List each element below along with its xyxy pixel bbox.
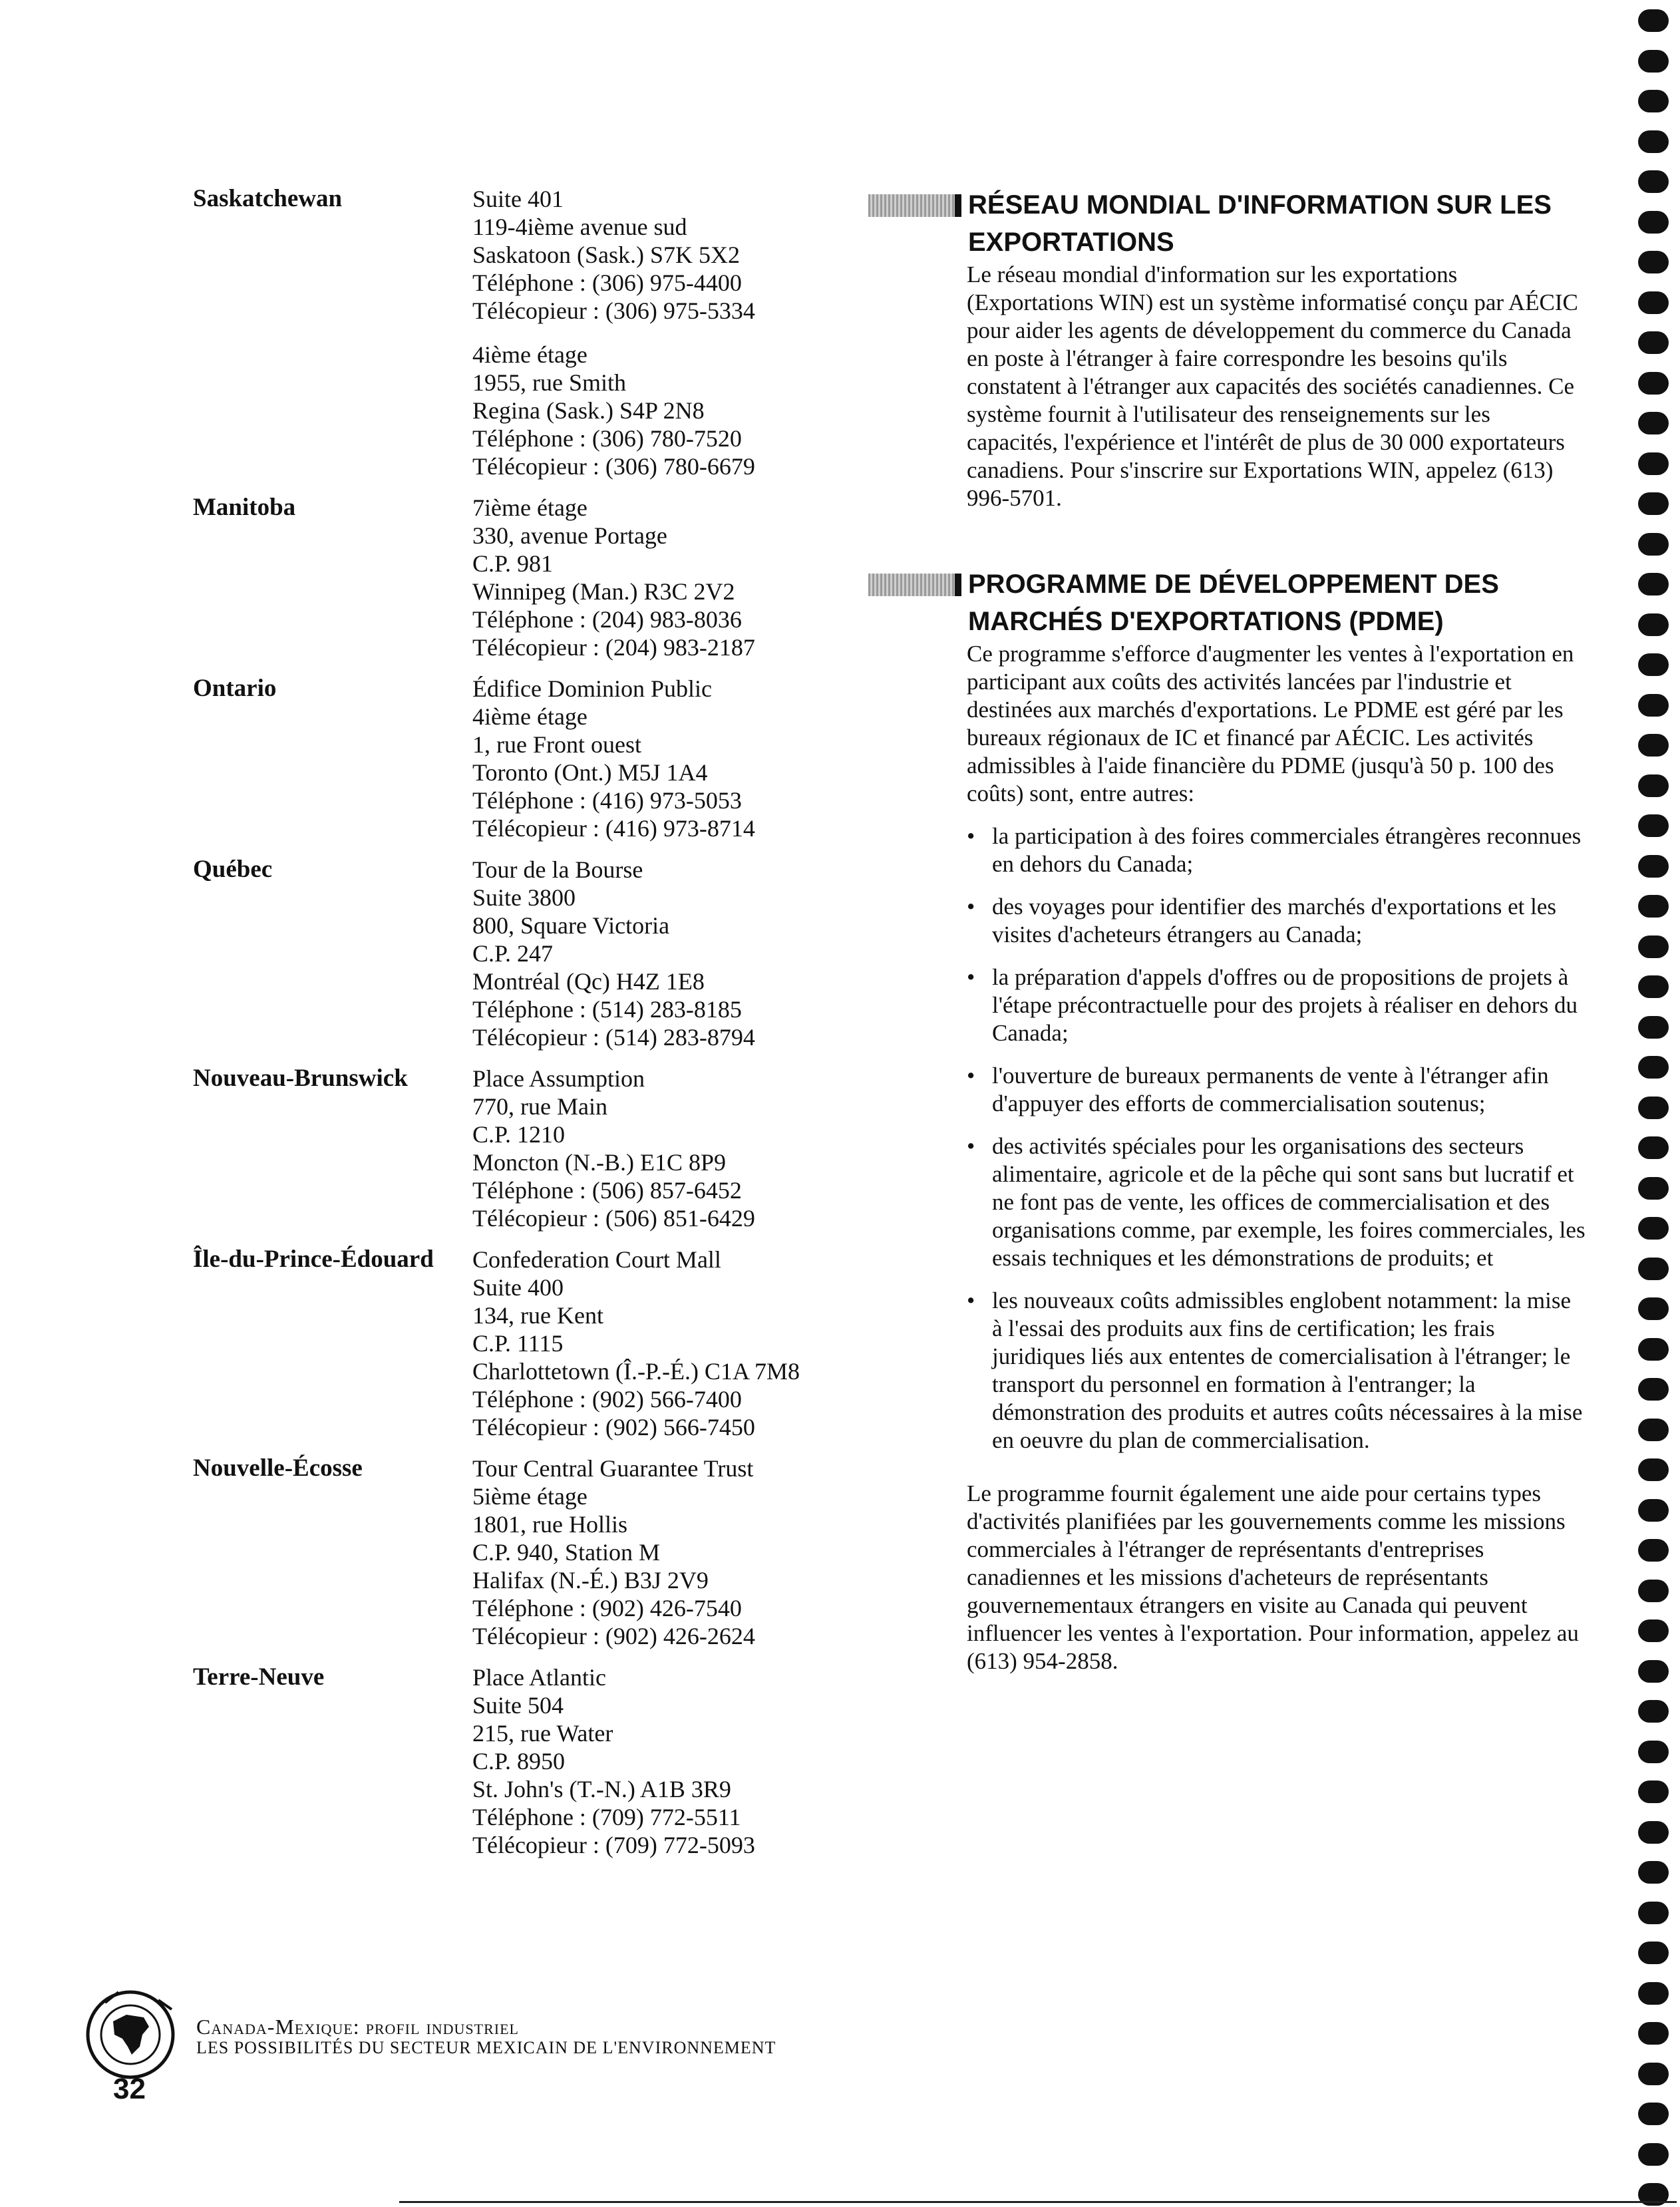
binding-hole-icon [1638,90,1669,112]
address-line: Moncton (N.-B.) E1C 8P9 [472,1149,726,1176]
north-america-logo [79,1983,185,2083]
office-addresses [472,1246,858,1441]
binding-hole-icon [1638,1458,1669,1481]
address-line: Suite 504 [472,1692,564,1719]
address-line: Édifice Dominion Public [472,675,712,702]
binding-hole-icon [1638,1136,1669,1159]
province-name: Québec [193,856,273,883]
binding-hole-icon [1638,533,1669,556]
binding-hole-icon [1638,291,1669,314]
binding-hole-icon [1638,1942,1669,1964]
binding-hole-icon [1638,492,1669,515]
binding-hole-icon [1638,331,1669,354]
address-block [472,185,858,325]
footer-title [196,2016,776,2059]
address-line: Télécopieur : (506) 851-6429 [472,1205,755,1232]
province-name: Nouveau-Brunswick [193,1065,408,1092]
binding-hole-icon [1638,1419,1669,1441]
pdme-closing: Le programme fournit également une aide pour certains types d'activités planifiées par les gouvernements comme les missions commerciales à l'étranger de représentants d'entreprises canadiennes et les missions d'acheteurs de représentants gouvernementaux étrangers en visite au Canada qui peuvent influencer les ventes à l'exportation. Pour information, appelez au (613) 954-2858. [967,1480,1579,1674]
address-line: Tour de la Bourse [472,856,643,883]
address-line: Téléphone : (306) 975-4400 [472,269,742,296]
binding-hole-icon [1638,452,1669,475]
address-line: 4ième étage [472,341,588,368]
address-line: Winnipeg (Man.) R3C 2V2 [472,578,735,605]
right-column [868,186,1587,1675]
office-addresses [472,675,858,842]
binding-hole-icon [1638,734,1669,757]
list-item: • l'ouverture de bureaux permanents de vente à l'étranger afin d'appuyer des efforts de commercialisation soutenus; [967,1062,1587,1118]
address-line: Suite 3800 [472,884,576,911]
address-line: Télécopieur : (709) 772-5093 [472,1832,755,1858]
binding-hole-icon [1638,1217,1669,1240]
binding-hole-icon [1638,1580,1669,1602]
page-number: 32 [113,2073,146,2105]
address-line: Téléphone : (902) 426-7540 [472,1595,742,1621]
binding-hole-icon [1638,573,1669,595]
globe-icon [79,1983,185,2083]
address-line: 119-4ième avenue sud [472,214,687,240]
province-name: Saskatchewan [193,185,343,212]
province-name: Nouvelle-Écosse [193,1454,363,1482]
heading-bar-icon [868,574,961,596]
binding-holes [1638,0,1678,2207]
office-addresses [472,1454,858,1650]
binding-hole-icon [1638,653,1669,676]
province-name: Ontario [193,675,277,702]
binding-hole-icon [1638,774,1669,797]
binding-hole-icon [1638,975,1669,998]
binding-hole-icon [1638,2143,1669,2166]
address-line: Télécopieur : (514) 283-8794 [472,1024,755,1051]
address-line: Télécopieur : (902) 566-7450 [472,1414,755,1441]
binding-hole-icon [1638,1016,1669,1039]
office-entry [193,856,858,1051]
pdme-heading [868,566,1587,640]
address-line: Télécopieur : (416) 973-8714 [472,815,755,842]
address-line: Regina (Sask.) S4P 2N8 [472,397,705,424]
pdme-section [868,566,1587,1675]
list-item: • la participation à des foires commerciales étrangères reconnues en dehors du Canada; [967,822,1587,878]
binding-hole-icon [1638,251,1669,273]
binding-hole-icon [1638,1097,1669,1119]
binding-hole-icon [1638,1619,1669,1642]
address-line: C.P. 940, Station M [472,1539,661,1566]
address-line: C.P. 1210 [472,1121,566,1148]
binding-hole-icon [1638,855,1669,878]
office-entry [193,1663,858,1859]
binding-hole-icon [1638,412,1669,434]
binding-hole-icon [1638,50,1669,73]
office-entry [193,494,858,661]
office-addresses [472,856,858,1051]
address-line: 1801, rue Hollis [472,1511,627,1538]
binding-hole-icon [1638,613,1669,636]
win-heading [868,186,1587,261]
address-line: Charlottetown (Î.-P.-É.) C1A 7M8 [472,1358,800,1385]
address-line: 215, rue Water [472,1720,613,1747]
regional-offices-list [193,185,858,1872]
binding-hole-icon [1638,1741,1669,1763]
heading-bar-icon [868,194,961,217]
address-line: 134, rue Kent [472,1302,603,1329]
address-line: Place Assumption [472,1065,645,1092]
binding-hole-icon [1638,1781,1669,1803]
binding-hole-icon [1638,130,1669,153]
binding-hole-icon [1638,1297,1669,1320]
address-line: 1, rue Front ouest [472,731,641,758]
address-line: Toronto (Ont.) M5J 1A4 [472,759,708,786]
binding-hole-icon [1638,935,1669,958]
address-block [472,675,858,842]
list-item: • des activités spéciales pour les organisations des secteurs alimentaire, agricole et de la pêche qui sont sans but lucratif et ne font pas de vente, les offices de commercialisation et des organisations comme, par exemple, les foires commerciales, les essais techniques et les démonstrations de produits; et [967,1132,1587,1272]
binding-hole-icon [1638,1982,1669,2005]
binding-hole-icon [1638,1861,1669,1884]
pdme-intro: Ce programme s'efforce d'augmenter les ventes à l'exportation en participant aux coûts des activités lancées par l'industrie et destinées aux marchés d'exportations. Le PDME est géré par les bureaux régionaux de IC et financé par AÉCIC. Les activités admissibles à l'aide financière du PDME (jusqu'à 50 p. 100 des coûts) sont, entre autres: [967,641,1574,806]
binding-hole-icon [1638,1821,1669,1844]
win-body: Le réseau mondial d'information sur les exportations (Exportations WIN) est un système informatisé conçu par AÉCIC pour aider les agents de développement du commerce du Canada en poste à l'étranger à faire correspondre les besoins qu'ils constatent à l'étranger aux capacités des sociétés canadiennes. Ce système fournit à l'utilisateur des renseignements sur les capacités, l'expérience et l'intérêt de plus de 30 000 exportateurs canadiens. Pour s'inscrire sur Exportations WIN, appelez (613) 996-5701. [967,261,1578,511]
address-line: 800, Square Victoria [472,912,670,939]
list-item: • des voyages pour identifier des marchés d'exportations et les visites d'acheteurs étrangers au Canada; [967,893,1587,949]
binding-hole-icon [1638,1378,1669,1401]
office-entry [193,185,858,480]
address-line: Télécopieur : (306) 975-5334 [472,297,755,324]
address-block [472,856,858,1051]
address-line: Montréal (Qc) H4Z 1E8 [472,968,705,995]
binding-hole-icon [1638,1056,1669,1079]
binding-hole-icon [1638,170,1669,193]
binding-hole-icon [1638,1338,1669,1361]
address-line: Suite 401 [472,186,564,212]
binding-hole-icon [1638,2103,1669,2125]
list-item: • la préparation d'appels d'offres ou de propositions de projets à l'étape précontractuelle pour des projets à réaliser en dehors du Canada; [967,963,1587,1047]
address-line: C.P. 1115 [472,1330,564,1357]
footer-line1: Canada-Mexique: profil industriel [196,2015,519,2039]
address-line: Saskatoon (Sask.) S7K 5X2 [472,242,740,268]
address-line: C.P. 981 [472,550,554,577]
address-line: 330, avenue Portage [472,522,667,549]
binding-hole-icon [1638,1499,1669,1522]
binding-hole-icon [1638,1660,1669,1683]
office-entry [193,675,858,842]
office-entry [193,1454,858,1650]
address-line: C.P. 247 [472,940,554,967]
binding-hole-icon [1638,2063,1669,2085]
address-line: Halifax (N.-É.) B3J 2V9 [472,1567,709,1594]
footer-line2: LES POSSIBILITÉS DU SECTEUR MEXICAIN DE L'ENVIRONNEMENT [196,2038,776,2057]
office-addresses [472,185,858,480]
address-line: Télécopieur : (306) 780-6679 [472,453,755,480]
province-name: Terre-Neuve [193,1663,325,1691]
address-block [472,1663,858,1859]
address-line: 7ième étage [472,494,588,521]
address-line: Téléphone : (902) 566-7400 [472,1386,742,1413]
address-line: Place Atlantic [472,1664,606,1691]
binding-hole-icon [1638,1177,1669,1200]
address-line: Téléphone : (709) 772-5511 [472,1804,741,1830]
office-entry [193,1065,858,1232]
binding-hole-icon [1638,9,1669,32]
address-line: 770, rue Main [472,1093,607,1120]
binding-hole-icon [1638,895,1669,918]
win-section [868,186,1587,512]
address-line: Téléphone : (514) 283-8185 [472,996,742,1023]
address-block [472,1065,858,1232]
list-item: • les nouveaux coûts admissibles englobent notamment: la mise à l'essai des produits aux fins de certification; les frais juridiques liés aux ententes de comercialisation à l'étranger; le transport du personnel en formation à l'entranger; la démonstration des produits et autres coûts nécessaires à la mise en oeuvre du plan de commercialisation. [967,1287,1587,1454]
address-block [472,341,858,480]
address-line: Suite 400 [472,1274,564,1301]
address-block [472,494,858,661]
office-addresses [472,494,858,661]
address-line: St. John's (T.-N.) A1B 3R9 [472,1776,731,1802]
address-line: Télécopieur : (204) 983-2187 [472,634,755,661]
address-block [472,1454,858,1650]
address-line: Téléphone : (204) 983-8036 [472,606,742,633]
pdme-title: PROGRAMME DE DÉVELOPPEMENT DES MARCHÉS D'EXPORTATIONS (PDME) [968,570,1499,636]
binding-hole-icon [1638,372,1669,395]
binding-hole-icon [1638,1902,1669,1924]
province-name: Île-du-Prince-Édouard [193,1246,434,1273]
address-line: Téléphone : (306) 780-7520 [472,425,742,452]
address-line: C.P. 8950 [472,1748,566,1775]
binding-hole-icon [1638,1539,1669,1562]
address-block [472,1246,858,1441]
binding-hole-icon [1638,1700,1669,1723]
bottom-rule [399,2201,1677,2203]
address-line: 5ième étage [472,1483,588,1510]
office-addresses [472,1663,858,1859]
address-line: Tour Central Guarantee Trust [472,1455,754,1482]
address-line: Télécopieur : (902) 426-2624 [472,1623,755,1649]
binding-hole-icon [1638,1258,1669,1280]
pdme-bullets [967,822,1587,1454]
address-line: Confederation Court Mall [472,1246,721,1273]
win-title: RÉSEAU MONDIAL D'INFORMATION SUR LES EXPORTATIONS [968,190,1552,257]
province-name: Manitoba [193,494,296,521]
address-line: 1955, rue Smith [472,369,626,396]
binding-hole-icon [1638,694,1669,717]
address-line: Téléphone : (416) 973-5053 [472,787,742,814]
binding-hole-icon [1638,2022,1669,2045]
binding-hole-icon [1638,814,1669,837]
binding-hole-icon [1638,211,1669,234]
address-line: 4ième étage [472,703,588,730]
office-addresses [472,1065,858,1232]
office-entry [193,1246,858,1441]
address-line: Téléphone : (506) 857-6452 [472,1177,742,1204]
